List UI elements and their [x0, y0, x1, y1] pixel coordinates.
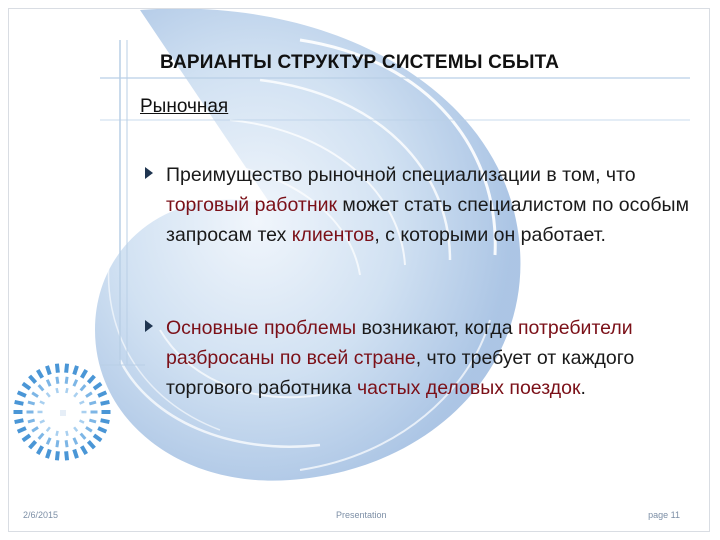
bullet-segment-highlight: частых деловых поездок — [356, 377, 581, 399]
bullet-segment: может стать специалистом по особым запросам тех — [166, 194, 689, 246]
bullet-text — [166, 160, 690, 250]
slide-subtitle: Рыночная — [140, 96, 229, 117]
slide-title: ВАРИАНТЫ СТРУКТУР СИСТЕМЫ СБЫТА — [160, 52, 560, 73]
bullet-text — [166, 313, 690, 403]
bullet-segment-highlight: торговый работник — [166, 194, 338, 216]
footer-page-number: page 11 — [648, 510, 680, 520]
bullet-item — [145, 313, 690, 403]
bullet-segment-highlight: клиентов — [291, 224, 375, 246]
slide-border — [8, 8, 710, 532]
bullet-segment-highlight: потребители разбросаны по всей стране — [166, 317, 633, 369]
bullet-segment: , с которыми он работает. — [374, 224, 606, 246]
triangle-arrow-icon — [145, 167, 153, 179]
footer-date: 2/6/2015 — [23, 510, 59, 520]
bullet-item — [145, 160, 690, 250]
bullet-segment: возникают, когда — [356, 317, 518, 339]
bullet-segment: Преимущество рыночной специализации в том, что — [166, 164, 636, 186]
bullet-segment: , что требует от каждого торгового работника — [166, 347, 635, 399]
bullet-segment: . — [580, 377, 586, 399]
footer-presentation: Presentation — [336, 510, 387, 520]
bullet-segment-highlight: Основные проблемы — [166, 317, 357, 339]
triangle-arrow-icon — [145, 320, 153, 332]
